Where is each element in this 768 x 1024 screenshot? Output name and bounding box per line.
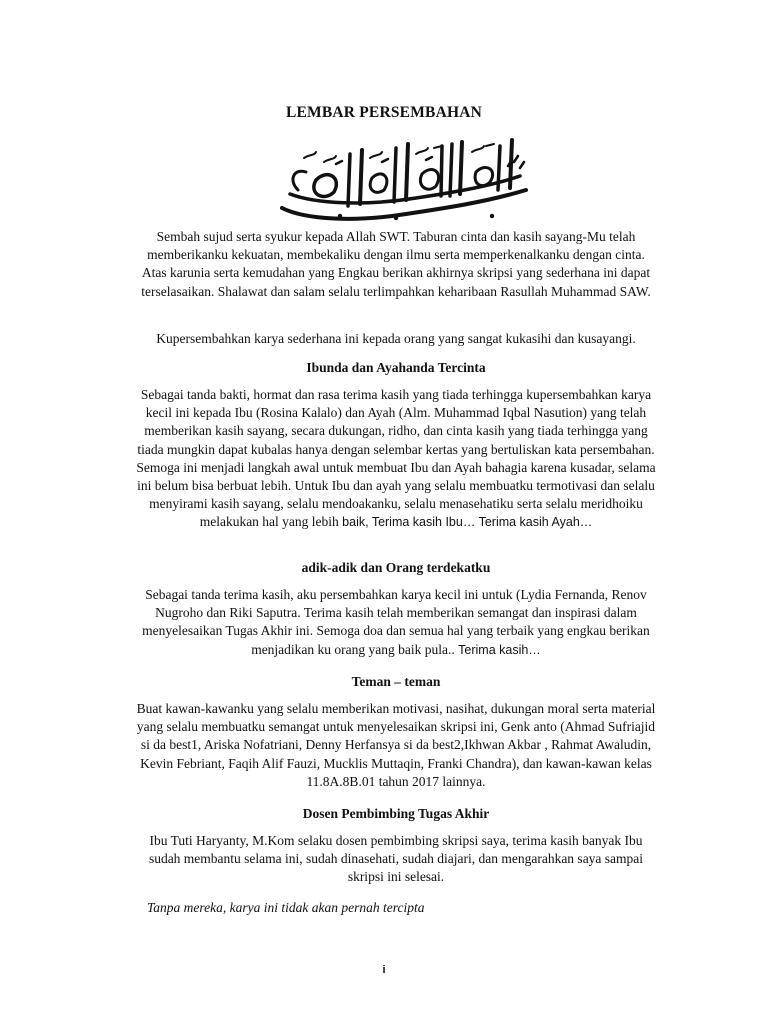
section-heading-parents: Ibunda dan Ayahanda Tercinta	[306, 360, 486, 375]
closing-line: Tanpa mereka, karya ini tidak akan pernah tercipta	[147, 900, 425, 915]
section-body-friends: Buat kawan-kawanku yang selalu memberikan motivasi, nasihat, dukungan moral serta material yang selalu membuatku semangat untuk menyelesaikan skripsi ini, Genk anto (Ahmad Sufriajid si da best1, Ariska Nofatriani, Denny Herfansya si da best2,Ikhwan Akbar , Rahmat Awaludin, Kevin Febriant, Faqih Alif Fauzi, Mucklis Muttaqin, Franki Chandra), dan kawan-kawan kelas 11.8A.8B.01 tahun 2017 lainnya.	[136, 701, 656, 789]
section-text-siblings: Sebagai tanda terima kasih, aku persembahkan karya kecil ini untuk (Lydia Fernanda, Renov Nugroho dan Riki Saputra. Terima kasih telah memberikan semangat dan inspirasi dalam menyelesaikan Tugas Akhir ini. Semoga doa dan semua hal yang terbaik yang engkau berikan menjadikan ku orang yang baik pula..	[142, 587, 650, 657]
page-title: LEMBAR PERSEMBAHAN	[285, 104, 483, 121]
section-body-siblings	[136, 586, 656, 659]
section-body-advisor: Ibu Tuti Haryanty, M.Kom selaku dosen pembimbing skripsi saya, terima kasih banyak Ibu sudah membantu selama ini, sudah dinasehati, sudah diajari, dan mengarahkan saya sampai skripsi ini selesai.	[148, 833, 644, 885]
section-tail-parents: baik, Terima kasih Ibu… Terima kasih Ayah…	[342, 515, 593, 530]
section-tail-siblings: Terima kasih…	[458, 642, 541, 657]
section-heading-advisor: Dosen Pembimbing Tugas Akhir	[302, 806, 490, 821]
section-body-parents	[136, 386, 656, 532]
opening-paragraph: Sembah sujud serta syukur kepada Allah SWT. Taburan cinta dan kasih sayang-Mu telah memberikanku kekuatan, membekaliku dengan ilmu serta memperkenalkanku dengan cinta. Atas karunia serta kemudahan yang Engkau berikan akhirnya skripsi yang sederhana ini dapat terselasaikan. Shalawat dan salam selalu terlimpahkan keharibaan Rasullah Muhammad SAW.	[141, 229, 651, 299]
section-heading-friends: Teman – teman	[351, 674, 441, 689]
bismillah-calligraphy-icon	[276, 132, 532, 224]
section-text-parents: Sebagai tanda bakti, hormat dan rasa terima kasih yang tiada terhingga kupersembahkan karya kecil ini kepada Ibu (Rosina Kalalo) dan Ayah (Alm. Muhammad Iqbal Nasution) yang telah memberikan kasih sayang, secara dukungan, ridho, dan cinta kasih yang tiada terhingga yang tiada mungkin dapat kubalas hanya dengan selembar kertas yang bertuliskan kata persembahan. Semoga ini menjadi langkah awal untuk membuat Ibu dan Ayah bahagia karena kusadar, selama ini belum bisa berbuat lebih. Untuk Ibu dan ayah yang selalu membuatku termotivasi dan selalu menyirami kasih sayang, selalu mendoakanku, selalu menasehatiku serta selalu meridhoiku melakukan hal yang lebih	[136, 387, 656, 530]
page-number: i	[382, 964, 386, 976]
section-heading-siblings: adik-adik dan Orang terdekatku	[301, 560, 491, 575]
dedication-paragraph: Kupersembahkan karya sederhana ini kepada orang yang sangat kukasihi dan kusayangi.	[156, 331, 636, 346]
